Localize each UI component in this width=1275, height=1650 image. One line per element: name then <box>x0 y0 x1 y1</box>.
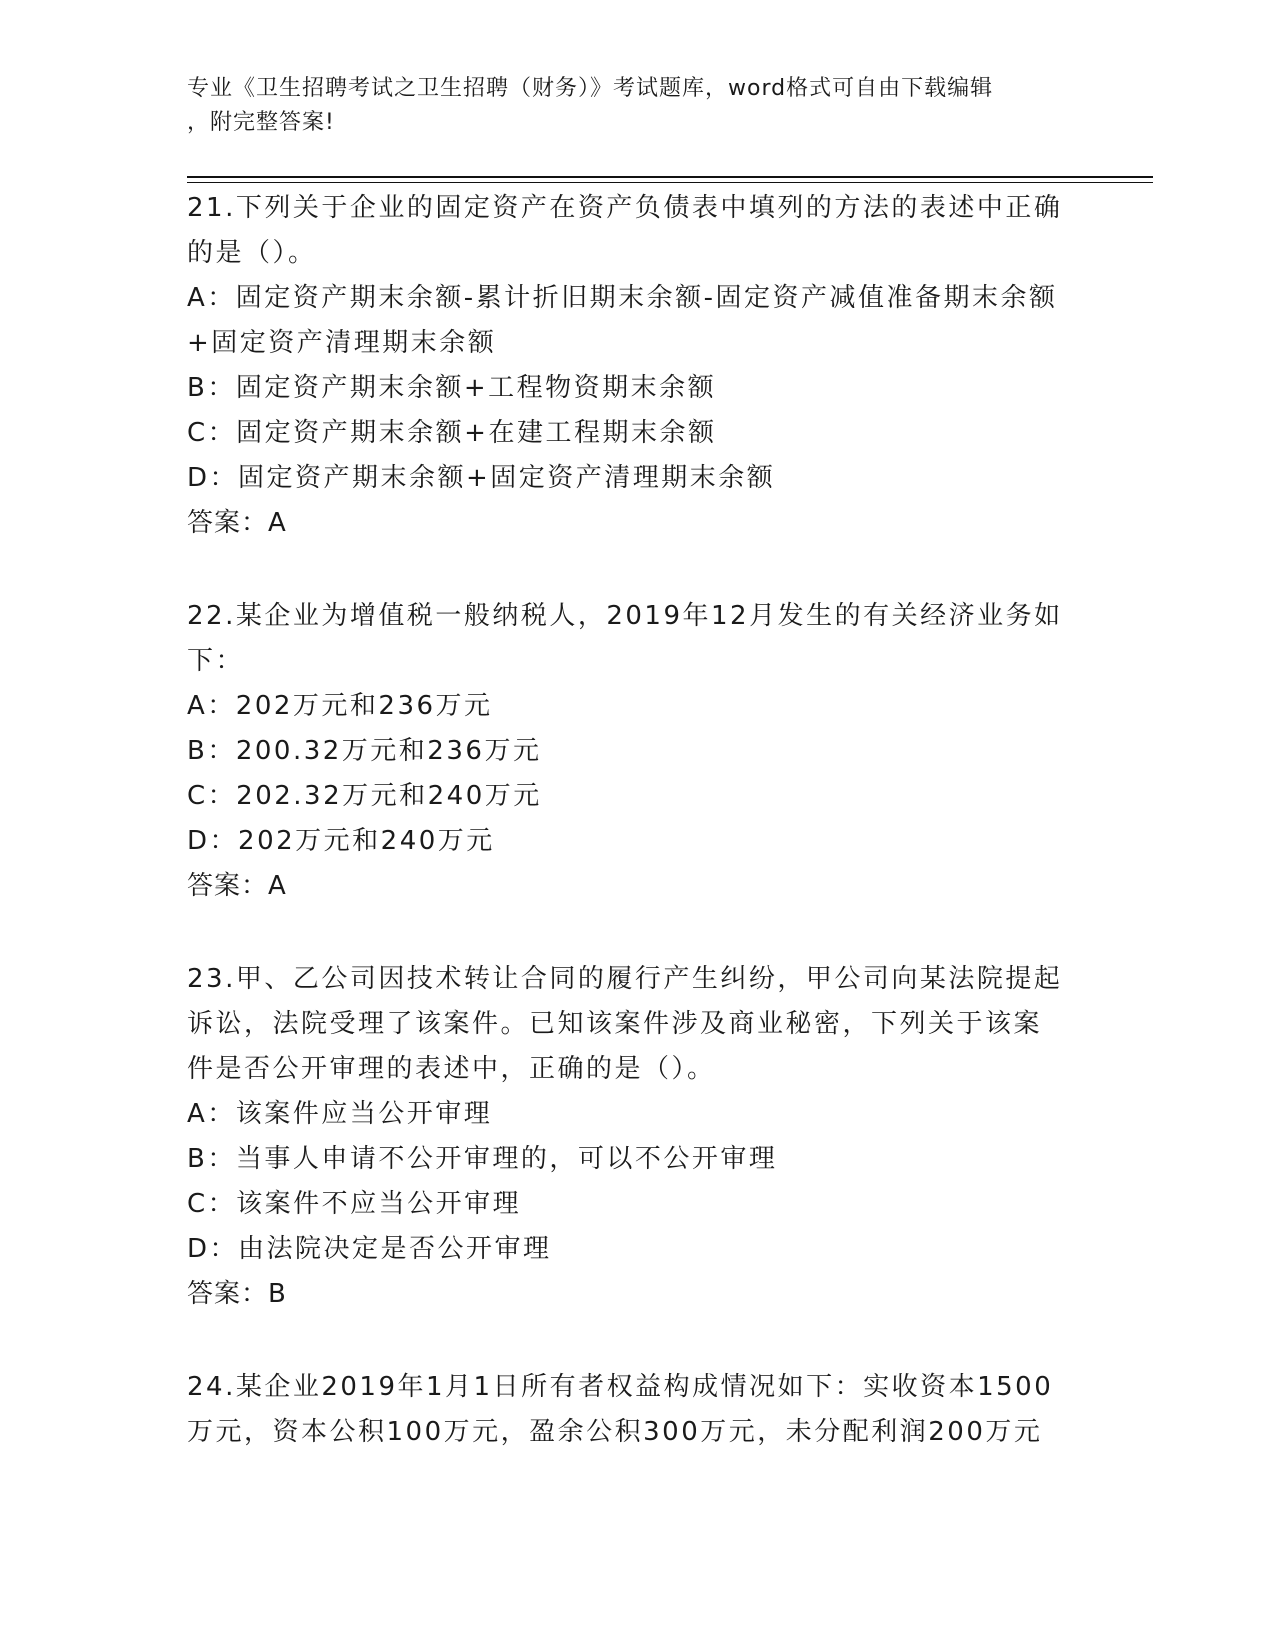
option-d: D：202万元和240万元 <box>187 826 495 856</box>
document-header <box>187 72 1067 140</box>
question-stem-line: 下： <box>187 646 245 676</box>
option-c: C：固定资产期末余额+在建工程期末余额 <box>187 418 717 448</box>
question-stem-line: 万元，资本公积100万元，盈余公积300万元，未分配利润200万元 <box>187 1417 1043 1447</box>
option-b: B：固定资产期末余额+工程物资期末余额 <box>187 373 717 403</box>
answer-line: 答案：A <box>187 871 287 901</box>
option-a-continued: +固定资产清理期末余额 <box>187 328 497 358</box>
question-stem-line: 24.某企业2019年1月1日所有者权益构成情况如下：实收资本1500 <box>187 1372 1054 1402</box>
option-d: D：由法院决定是否公开审理 <box>187 1234 552 1264</box>
option-c: C：202.32万元和240万元 <box>187 781 542 811</box>
option-b: B：200.32万元和236万元 <box>187 736 542 766</box>
answer-line: 答案：A <box>187 508 287 538</box>
header-divider-thin <box>187 182 1153 183</box>
option-a: A：固定资产期末余额-累计折旧期末余额-固定资产减值准备期末余额 <box>187 283 1058 313</box>
option-c: C：该案件不应当公开审理 <box>187 1189 522 1219</box>
option-b: B：当事人申请不公开审理的，可以不公开审理 <box>187 1144 778 1174</box>
question-24 <box>187 1365 1087 1455</box>
option-a: A：该案件应当公开审理 <box>187 1099 493 1129</box>
question-list <box>187 186 1087 1503</box>
question-21 <box>187 186 1087 546</box>
question-stem-line: 21.下列关于企业的固定资产在资产负债表中填列的方法的表述中正确 <box>187 193 1063 223</box>
header-line-2: ，附完整答案! <box>187 110 335 135</box>
question-stem-line: 件是否公开审理的表述中，正确的是（）。 <box>187 1054 716 1084</box>
question-stem-line: 22.某企业为增值税一般纳税人，2019年12月发生的有关经济业务如 <box>187 601 1063 631</box>
option-d: D：固定资产期末余额+固定资产清理期末余额 <box>187 463 776 493</box>
question-stem-line: 23.甲、乙公司因技术转让合同的履行产生纠纷，甲公司向某法院提起 <box>187 964 1063 994</box>
question-22 <box>187 594 1087 909</box>
answer-line: 答案：B <box>187 1279 287 1309</box>
header-line-1: 专业《卫生招聘考试之卫生招聘（财务）》考试题库，word格式可自由下载编辑 <box>187 76 994 101</box>
question-23 <box>187 957 1087 1317</box>
option-a: A：202万元和236万元 <box>187 691 493 721</box>
question-stem-line: 的是（）。 <box>187 238 317 268</box>
header-divider-thick <box>187 176 1153 178</box>
question-stem-line: 诉讼，法院受理了该案件。已知该案件涉及商业秘密，下列关于该案 <box>187 1009 1043 1039</box>
